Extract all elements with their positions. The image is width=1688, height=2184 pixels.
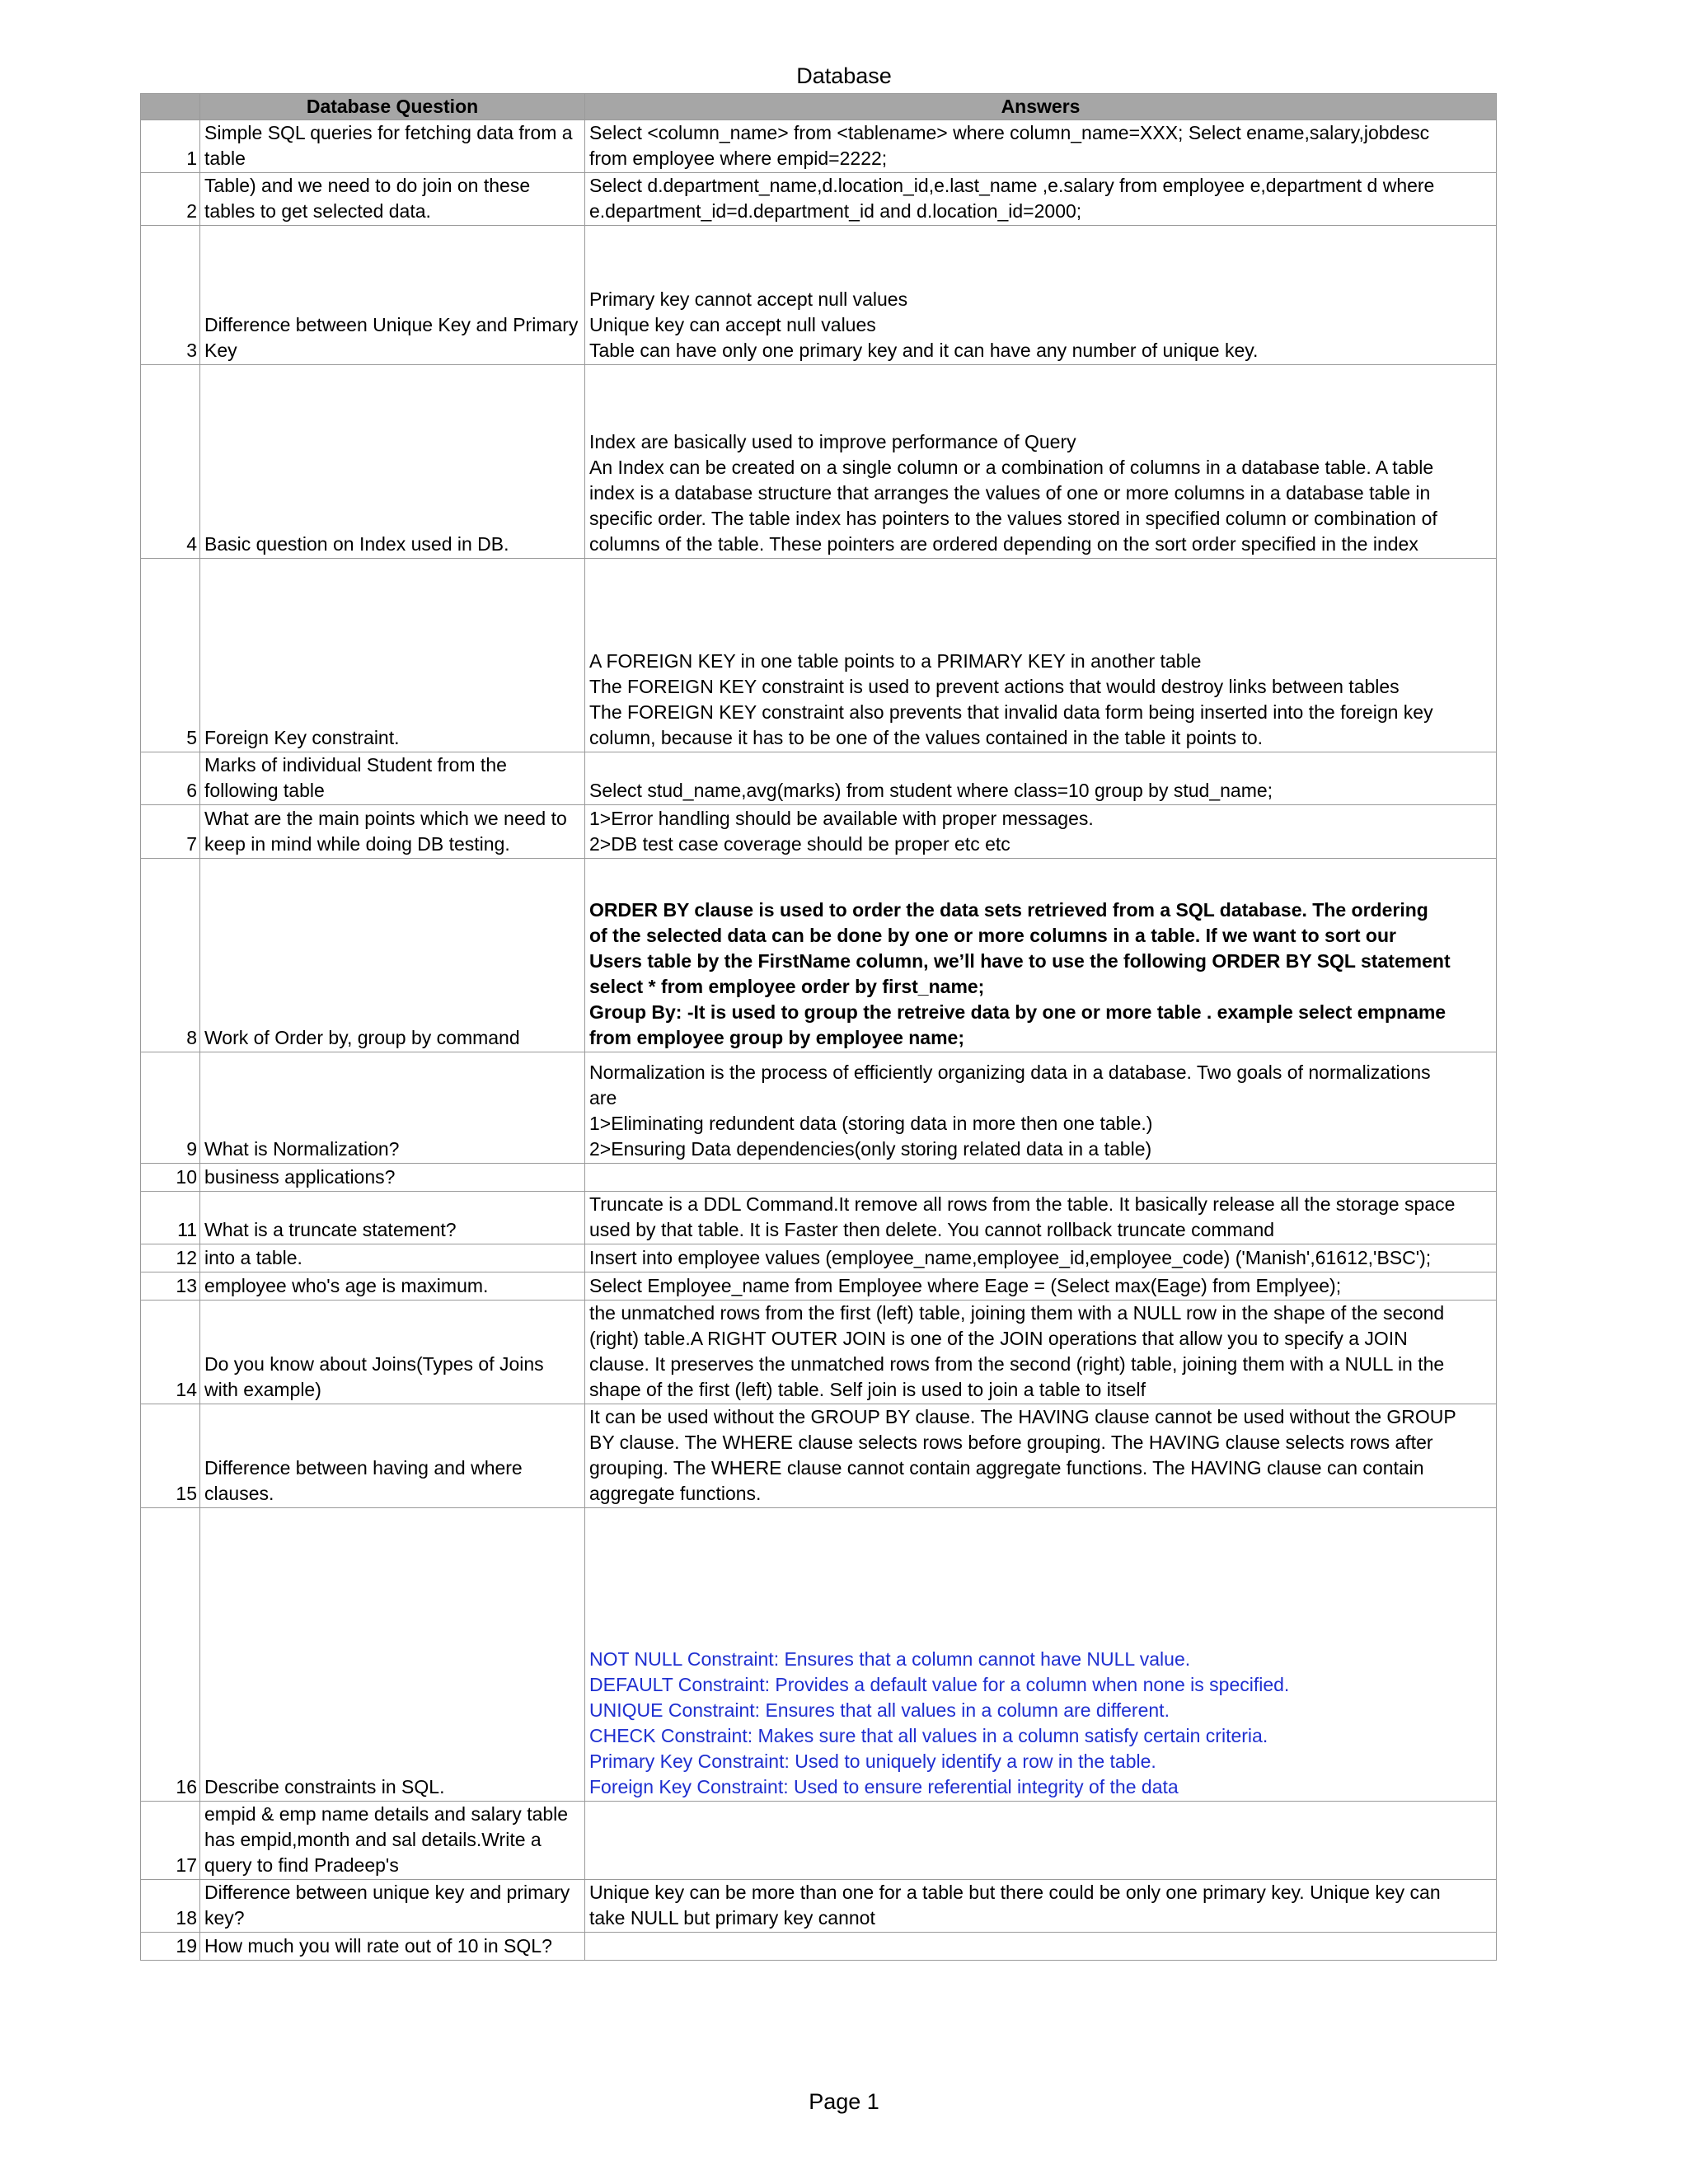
table-row [141, 1933, 1497, 1961]
answer-line: Unique key can be more than one for a table but there could be only one primary key. Unique key can [589, 1882, 1441, 1903]
row-number: 2 [141, 173, 200, 226]
table-row [141, 120, 1497, 173]
answer-line: Select stud_name,avg(marks) from student where class=10 group by stud_name; [589, 780, 1273, 801]
row-number: 18 [141, 1880, 200, 1933]
answer-line: are [589, 1087, 617, 1108]
question-cell: Work of Order by, group by command [200, 859, 585, 1052]
answer-line: An Index can be created on a single column or a combination of columns in a database table. A table [589, 457, 1434, 478]
question-cell: What are the main points which we need to keep in mind while doing DB testing. [200, 805, 585, 859]
answer-cell [585, 1272, 1497, 1301]
header-row-number [141, 94, 200, 120]
row-number: 17 [141, 1802, 200, 1880]
answer-cell [585, 1164, 1497, 1192]
answer-cell [585, 1802, 1497, 1880]
question-cell: Basic question on Index used in DB. [200, 365, 585, 559]
answer-line: 1>Eliminating redundent data (storing data in more then one table.) [589, 1113, 1153, 1134]
answer-line: of the selected data can be done by one or more columns in a table. If we want to sort our [589, 925, 1396, 946]
answer-line: Unique key can accept null values [589, 314, 876, 335]
answer-line: ORDER BY clause is used to order the data sets retrieved from a SQL database. The ordering [589, 899, 1428, 921]
answer-cell [585, 226, 1497, 365]
answer-cell [585, 1933, 1497, 1961]
answer-line: It can be used without the GROUP BY clause. The HAVING clause cannot be used without the GROUP [589, 1406, 1456, 1427]
answer-line: columns of the table. These pointers are ordered depending on the sort order specified in the index [589, 533, 1418, 555]
row-number: 8 [141, 859, 200, 1052]
question-cell: into a table. [200, 1244, 585, 1272]
question-cell: Marks of individual Student from the following table [200, 752, 585, 805]
answer-line: 1>Error handling should be available with proper messages. [589, 808, 1094, 829]
answer-cell [585, 1301, 1497, 1404]
answer-line: grouping. The WHERE clause cannot contain aggregate functions. The HAVING clause can contain [589, 1457, 1424, 1479]
row-number: 7 [141, 805, 200, 859]
answer-line: column, because it has to be one of the values contained in the table it points to. [589, 727, 1264, 748]
question-cell: Foreign Key constraint. [200, 559, 585, 752]
row-number: 9 [141, 1052, 200, 1164]
answer-cell [585, 120, 1497, 173]
answer-cell [585, 365, 1497, 559]
header-answers: Answers [585, 94, 1497, 120]
answer-line: Group By: -It is used to group the retreive data by one or more table . example select empname [589, 1001, 1447, 1023]
question-cell: Difference between Unique Key and Primary Key [200, 226, 585, 365]
table-row [141, 1301, 1497, 1404]
row-number: 10 [141, 1164, 200, 1192]
row-number: 15 [141, 1404, 200, 1508]
question-cell: business applications? [200, 1164, 585, 1192]
answer-line: the unmatched rows from the first (left) table, joining them with a NULL row in the shape of the second [589, 1302, 1445, 1324]
answer-cell [585, 559, 1497, 752]
answer-cell [585, 173, 1497, 226]
table-row [141, 859, 1497, 1052]
table-row [141, 1164, 1497, 1192]
row-number: 14 [141, 1301, 200, 1404]
answer-line: 2>DB test case coverage should be proper etc etc [589, 833, 1010, 855]
answer-line: index is a database structure that arranges the values of one or more columns in a database table in [589, 482, 1431, 504]
answer-line: Select Employee_name from Employee where Eage = (Select max(Eage) from Emplyee); [589, 1275, 1342, 1296]
row-number: 12 [141, 1244, 200, 1272]
row-number: 6 [141, 752, 200, 805]
answer-line: Select d.department_name,d.location_id,e.last_name ,e.salary from employee e,department d where [589, 175, 1435, 196]
row-number: 16 [141, 1508, 200, 1802]
answer-line: Table can have only one primary key and it can have any number of unique key. [589, 340, 1259, 361]
answer-line: Index are basically used to improve performance of Query [589, 431, 1076, 452]
answer-cell [585, 859, 1497, 1052]
question-cell: Describe constraints in SQL. [200, 1508, 585, 1802]
header-question: Database Question [200, 94, 585, 120]
question-cell: Difference between unique key and primary key? [200, 1880, 585, 1933]
table-row [141, 1052, 1497, 1164]
table-row [141, 559, 1497, 752]
question-cell: employee who's age is maximum. [200, 1272, 585, 1301]
question-cell: How much you will rate out of 10 in SQL? [200, 1933, 585, 1961]
table-row [141, 1244, 1497, 1272]
table-row [141, 752, 1497, 805]
table-row [141, 1508, 1497, 1802]
table-row [141, 226, 1497, 365]
answer-line: from employee where empid=2222; [589, 148, 888, 169]
answer-line: A FOREIGN KEY in one table points to a PRIMARY KEY in another table [589, 650, 1202, 672]
table-row [141, 1192, 1497, 1244]
answer-line: Foreign Key Constraint: Used to ensure referential integrity of the data [589, 1776, 1179, 1797]
question-cell: What is a truncate statement? [200, 1192, 585, 1244]
answer-line: 2>Ensuring Data dependencies(only storing related data in a table) [589, 1138, 1152, 1160]
answer-cell [585, 1880, 1497, 1933]
answer-line: The FOREIGN KEY constraint also prevents that invalid data form being inserted into the foreign key [589, 701, 1433, 723]
answer-line: clause. It preserves the unmatched rows from the second (right) table, joining them with a NULL in the [589, 1353, 1445, 1375]
table-row [141, 173, 1497, 226]
answer-cell [585, 805, 1497, 859]
answer-line: CHECK Constraint: Makes sure that all values in a column satisfy certain criteria. [589, 1725, 1268, 1746]
answer-cell [585, 1192, 1497, 1244]
row-number: 13 [141, 1272, 200, 1301]
answer-cell [585, 1244, 1497, 1272]
answer-line: UNIQUE Constraint: Ensures that all values in a column are different. [589, 1699, 1170, 1721]
answer-line: select * from employee order by first_name; [589, 976, 985, 997]
answer-line: Users table by the FirstName column, we’ll have to use the following ORDER BY SQL statement [589, 950, 1451, 972]
question-cell: Do you know about Joins(Types of Joins with example) [200, 1301, 585, 1404]
question-cell: Simple SQL queries for fetching data from a table [200, 120, 585, 173]
answer-line: Primary Key Constraint: Used to uniquely identify a row in the table. [589, 1750, 1156, 1772]
answer-cell [585, 1404, 1497, 1508]
table-row [141, 1404, 1497, 1508]
document-title: Database [796, 63, 892, 88]
page-number: Page 1 [809, 2089, 879, 2114]
answer-line: from employee group by employee name; [589, 1027, 965, 1048]
answer-line: NOT NULL Constraint: Ensures that a column cannot have NULL value. [589, 1648, 1191, 1670]
answer-line: e.department_id=d.department_id and d.location_id=2000; [589, 200, 1082, 222]
table-row [141, 365, 1497, 559]
answer-line: Truncate is a DDL Command.It remove all rows from the table. It basically release all the storage space [589, 1193, 1456, 1215]
table-row [141, 1272, 1497, 1301]
answer-line: aggregate functions. [589, 1483, 762, 1504]
row-number: 19 [141, 1933, 200, 1961]
question-cell: What is Normalization? [200, 1052, 585, 1164]
question-cell: Difference between having and where clauses. [200, 1404, 585, 1508]
row-number: 4 [141, 365, 200, 559]
table-header-row [141, 94, 1497, 120]
answer-line: specific order. The table index has pointers to the values stored in specified column or combination of [589, 508, 1437, 529]
row-number: 3 [141, 226, 200, 365]
answer-line: used by that table. It is Faster then delete. You cannot rollback truncate command [589, 1219, 1275, 1240]
row-number: 5 [141, 559, 200, 752]
qa-table [140, 93, 1497, 1961]
answer-line: BY clause. The WHERE clause selects rows before grouping. The HAVING clause selects rows after [589, 1432, 1433, 1453]
answer-line: shape of the first (left) table. Self join is used to join a table to itself [589, 1379, 1146, 1400]
answer-line: (right) table.A RIGHT OUTER JOIN is one of the JOIN operations that allow you to specify a JOIN [589, 1328, 1408, 1349]
answer-line: Select <column_name> from <tablename> where column_name=XXX; Select ename,salary,jobdesc [589, 122, 1430, 143]
answer-cell [585, 1052, 1497, 1164]
answer-line: Primary key cannot accept null values [589, 288, 908, 310]
answer-cell [585, 752, 1497, 805]
table-row [141, 1880, 1497, 1933]
question-cell: Table) and we need to do join on these tables to get selected data. [200, 173, 585, 226]
answer-line: take NULL but primary key cannot [589, 1907, 875, 1929]
answer-cell [585, 1508, 1497, 1802]
row-number: 11 [141, 1192, 200, 1244]
answer-line: Insert into employee values (employee_name,employee_id,employee_code) ('Manish',61612,'BSC'); [589, 1247, 1432, 1268]
answer-line: Normalization is the process of efficiently organizing data in a database. Two goals of normalizations [589, 1062, 1431, 1083]
row-number: 1 [141, 120, 200, 173]
table-row [141, 1802, 1497, 1880]
answer-line: The FOREIGN KEY constraint is used to prevent actions that would destroy links between tables [589, 676, 1400, 697]
question-cell: empid & emp name details and salary table has empid,month and sal details.Write a query to find Pradeep's [200, 1802, 585, 1880]
table-row [141, 805, 1497, 859]
answer-line: DEFAULT Constraint: Provides a default value for a column when none is specified. [589, 1674, 1290, 1695]
